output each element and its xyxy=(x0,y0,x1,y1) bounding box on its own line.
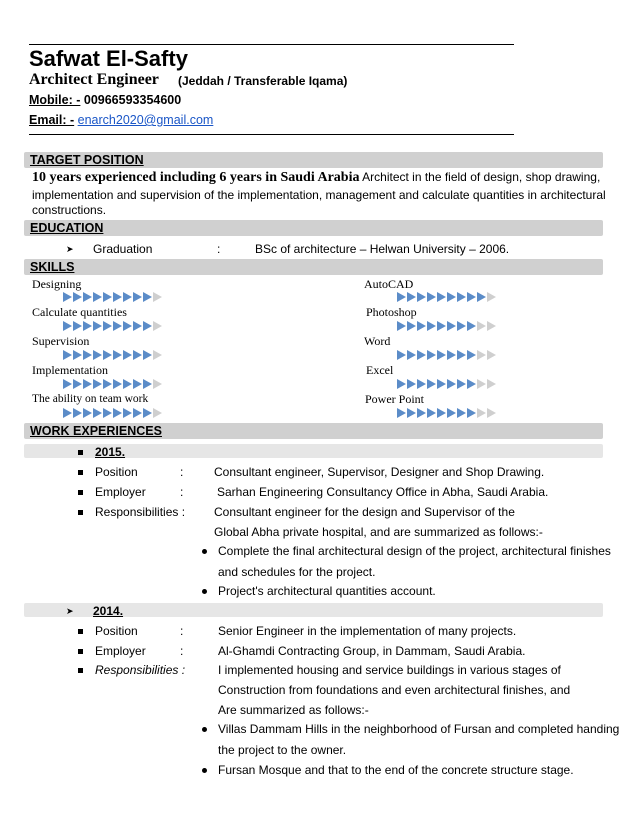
rating-triangle-icon xyxy=(73,408,82,418)
target-heading: TARGET POSITION xyxy=(30,153,144,167)
email-line xyxy=(29,113,213,127)
rating-triangle-icon xyxy=(467,408,476,418)
rating-triangle-icon xyxy=(83,292,92,302)
skill-rating xyxy=(63,350,162,360)
rating-triangle-icon xyxy=(477,408,486,418)
employer-label: Employer xyxy=(95,644,146,658)
work-heading: WORK EXPERIENCES xyxy=(30,424,162,438)
field-colon: : xyxy=(180,624,184,638)
rating-triangle-icon xyxy=(103,408,112,418)
employer-value: Sarhan Engineering Consultancy Office in Abha, Saudi Arabia. xyxy=(217,485,549,499)
rating-triangle-icon xyxy=(427,350,436,360)
rating-triangle-icon xyxy=(63,321,72,331)
square-bullet-icon xyxy=(78,450,83,455)
rating-triangle-icon xyxy=(487,321,496,331)
position-value: Senior Engineer in the implementation of many projects. xyxy=(218,624,517,638)
skill-rating xyxy=(397,408,496,418)
skill-rating xyxy=(63,292,162,302)
target-text-2: implementation and supervision of the implementation, management and calculate quantities in architectural xyxy=(32,188,606,202)
rating-triangle-icon xyxy=(447,379,456,389)
responsibility-item: Complete the final architectural design of the project, architectural finishes xyxy=(218,544,611,558)
round-bullet-icon xyxy=(202,768,207,773)
mobile-number: 00966593354600 xyxy=(83,93,182,107)
mobile-line xyxy=(29,93,181,107)
rating-triangle-icon xyxy=(83,379,92,389)
rating-triangle-icon xyxy=(113,350,122,360)
rating-triangle-icon xyxy=(153,292,162,302)
rating-triangle-icon xyxy=(93,379,102,389)
rating-triangle-icon xyxy=(437,321,446,331)
rating-triangle-icon xyxy=(143,292,152,302)
education-section-bar xyxy=(24,220,603,236)
job-year: 2014. xyxy=(93,604,124,618)
rating-triangle-icon xyxy=(467,321,476,331)
responsibility-item: Project's architectural quantities account. xyxy=(218,584,436,598)
skill-rating xyxy=(397,321,496,331)
rating-triangle-icon xyxy=(397,379,406,389)
rating-triangle-icon xyxy=(113,292,122,302)
education-label: Graduation xyxy=(93,242,153,256)
rating-triangle-icon xyxy=(437,350,446,360)
round-bullet-icon xyxy=(202,727,207,732)
rating-triangle-icon xyxy=(417,408,426,418)
rating-triangle-icon xyxy=(457,408,466,418)
rating-triangle-icon xyxy=(397,321,406,331)
rating-triangle-icon xyxy=(123,350,132,360)
arrow-bullet-icon: ➤ xyxy=(66,244,74,254)
rating-triangle-icon xyxy=(63,350,72,360)
rating-triangle-icon xyxy=(63,379,72,389)
responsibility-item: the project to the owner. xyxy=(218,743,347,757)
employer-value: Al-Ghamdi Contracting Group, in Dammam, Saudi Arabia. xyxy=(218,644,526,658)
rating-triangle-icon xyxy=(93,408,102,418)
rating-triangle-icon xyxy=(123,321,132,331)
rating-triangle-icon xyxy=(467,292,476,302)
rating-triangle-icon xyxy=(153,408,162,418)
rating-triangle-icon xyxy=(123,292,132,302)
rating-triangle-icon xyxy=(467,379,476,389)
responsibilities-text: Global Abha private hospital, and are summarized as follows:- xyxy=(214,525,543,539)
employer-label: Employer xyxy=(95,485,146,499)
rating-triangle-icon xyxy=(427,408,436,418)
rating-triangle-icon xyxy=(447,408,456,418)
rating-triangle-icon xyxy=(63,292,72,302)
rating-triangle-icon xyxy=(457,321,466,331)
rating-triangle-icon xyxy=(407,379,416,389)
rating-triangle-icon xyxy=(133,379,142,389)
skills-heading: SKILLS xyxy=(30,260,75,274)
skill-name: The ability on team work xyxy=(32,393,149,405)
rating-triangle-icon xyxy=(487,408,496,418)
skill-name: AutoCAD xyxy=(364,277,414,291)
email-link[interactable]: enarch2020@gmail.com xyxy=(77,113,214,127)
skill-rating xyxy=(397,350,496,360)
rating-triangle-icon xyxy=(397,292,406,302)
rating-triangle-icon xyxy=(83,408,92,418)
responsibilities-label: Responsibilities : xyxy=(95,505,186,519)
rating-triangle-icon xyxy=(103,292,112,302)
skill-name: Power Point xyxy=(365,392,425,406)
responsibility-item: Fursan Mosque and that to the end of the concrete structure stage. xyxy=(218,763,574,777)
job-title: Architect Engineer xyxy=(29,71,159,88)
skill-rating xyxy=(397,379,496,389)
responsibility-item: Villas Dammam Hills in the neighborhood of Fursan and completed handing xyxy=(218,722,620,736)
square-bullet-icon xyxy=(78,649,83,654)
rating-triangle-icon xyxy=(477,379,486,389)
education-degree: BSc of architecture – Helwan University – 2006. xyxy=(255,242,510,256)
rating-triangle-icon xyxy=(83,350,92,360)
field-colon: : xyxy=(180,644,184,658)
rating-triangle-icon xyxy=(73,292,82,302)
rating-triangle-icon xyxy=(427,321,436,331)
rating-triangle-icon xyxy=(103,379,112,389)
field-colon: : xyxy=(180,485,184,499)
rating-triangle-icon xyxy=(477,292,486,302)
skill-rating xyxy=(63,321,162,331)
responsibilities-text: Construction from foundations and even architectural finishes, and xyxy=(218,683,571,697)
rating-triangle-icon xyxy=(417,321,426,331)
rating-triangle-icon xyxy=(153,321,162,331)
square-bullet-icon xyxy=(78,629,83,634)
skill-rating xyxy=(63,379,162,389)
rating-triangle-icon xyxy=(437,292,446,302)
rating-triangle-icon xyxy=(113,379,122,389)
responsibility-item: and schedules for the project. xyxy=(218,565,376,579)
rating-triangle-icon xyxy=(487,292,496,302)
rating-triangle-icon xyxy=(477,350,486,360)
rating-triangle-icon xyxy=(427,292,436,302)
rating-triangle-icon xyxy=(133,408,142,418)
skill-rating xyxy=(63,408,162,418)
candidate-name: Safwat El-Safty xyxy=(29,46,188,71)
rating-triangle-icon xyxy=(417,379,426,389)
rating-triangle-icon xyxy=(63,408,72,418)
location-note: (Jeddah / Transferable Iqama) xyxy=(178,74,348,88)
rating-triangle-icon xyxy=(73,350,82,360)
rating-triangle-icon xyxy=(447,292,456,302)
rating-triangle-icon xyxy=(153,350,162,360)
rating-triangle-icon xyxy=(143,321,152,331)
responsibilities-text: Are summarized as follows:- xyxy=(218,703,369,717)
rating-triangle-icon xyxy=(457,350,466,360)
skill-name: Calculate quantities xyxy=(32,305,127,319)
rating-triangle-icon xyxy=(427,379,436,389)
skill-name: Supervision xyxy=(32,334,90,348)
mobile-label: Mobile: - xyxy=(29,93,81,107)
rating-triangle-icon xyxy=(83,321,92,331)
rating-triangle-icon xyxy=(457,292,466,302)
rating-triangle-icon xyxy=(447,350,456,360)
rating-triangle-icon xyxy=(143,379,152,389)
rating-triangle-icon xyxy=(113,321,122,331)
round-bullet-icon xyxy=(202,589,207,594)
round-bullet-icon xyxy=(202,549,207,554)
arrow-bullet-icon: ➤ xyxy=(66,606,74,616)
rating-triangle-icon xyxy=(123,408,132,418)
skill-name: Excel xyxy=(366,363,394,377)
position-label: Position xyxy=(95,465,138,479)
square-bullet-icon xyxy=(78,490,83,495)
target-text-1: Architect in the field of design, shop drawing, xyxy=(362,170,601,184)
education-colon: : xyxy=(217,242,221,256)
rating-triangle-icon xyxy=(477,321,486,331)
job-year: 2015. xyxy=(95,445,126,459)
rating-triangle-icon xyxy=(153,379,162,389)
responsibilities-text: I implemented housing and service buildings in various stages of xyxy=(218,663,561,677)
skills-section-bar xyxy=(24,259,603,275)
rating-triangle-icon xyxy=(143,408,152,418)
header-bottom-rule xyxy=(29,134,514,135)
rating-triangle-icon xyxy=(407,408,416,418)
target-line-1 xyxy=(32,170,600,186)
rating-triangle-icon xyxy=(397,350,406,360)
rating-triangle-icon xyxy=(73,321,82,331)
rating-triangle-icon xyxy=(407,292,416,302)
position-value: Consultant engineer, Supervisor, Designer and Shop Drawing. xyxy=(214,465,545,479)
rating-triangle-icon xyxy=(143,350,152,360)
rating-triangle-icon xyxy=(487,379,496,389)
rating-triangle-icon xyxy=(93,292,102,302)
rating-triangle-icon xyxy=(103,350,112,360)
education-heading: EDUCATION xyxy=(30,221,104,235)
rating-triangle-icon xyxy=(133,321,142,331)
rating-triangle-icon xyxy=(437,408,446,418)
responsibilities-text: Consultant engineer for the design and Supervisor of the xyxy=(214,505,515,519)
rating-triangle-icon xyxy=(437,379,446,389)
email-label: Email: - xyxy=(29,113,75,127)
responsibilities-label: Responsibilities : xyxy=(95,663,186,677)
rating-triangle-icon xyxy=(487,350,496,360)
rating-triangle-icon xyxy=(123,379,132,389)
rating-triangle-icon xyxy=(417,350,426,360)
header-top-rule xyxy=(29,44,514,45)
rating-triangle-icon xyxy=(447,321,456,331)
rating-triangle-icon xyxy=(457,379,466,389)
rating-triangle-icon xyxy=(407,350,416,360)
rating-triangle-icon xyxy=(417,292,426,302)
skill-name: Designing xyxy=(32,277,82,291)
square-bullet-icon xyxy=(78,510,83,515)
target-lead: 10 years experienced including 6 years in Saudi Arabia xyxy=(32,170,360,185)
rating-triangle-icon xyxy=(103,321,112,331)
skill-name: Photoshop xyxy=(366,305,417,319)
position-label: Position xyxy=(95,624,138,638)
rating-triangle-icon xyxy=(133,350,142,360)
square-bullet-icon xyxy=(78,470,83,475)
rating-triangle-icon xyxy=(397,408,406,418)
rating-triangle-icon xyxy=(93,321,102,331)
square-bullet-icon xyxy=(78,668,83,673)
rating-triangle-icon xyxy=(133,292,142,302)
rating-triangle-icon xyxy=(93,350,102,360)
field-colon: : xyxy=(180,465,184,479)
rating-triangle-icon xyxy=(407,321,416,331)
rating-triangle-icon xyxy=(113,408,122,418)
skill-name: Word xyxy=(364,334,391,348)
target-text-3: constructions. xyxy=(32,203,107,217)
rating-triangle-icon xyxy=(467,350,476,360)
skill-name: Implementation xyxy=(32,363,108,377)
skill-rating xyxy=(397,292,496,302)
rating-triangle-icon xyxy=(73,379,82,389)
